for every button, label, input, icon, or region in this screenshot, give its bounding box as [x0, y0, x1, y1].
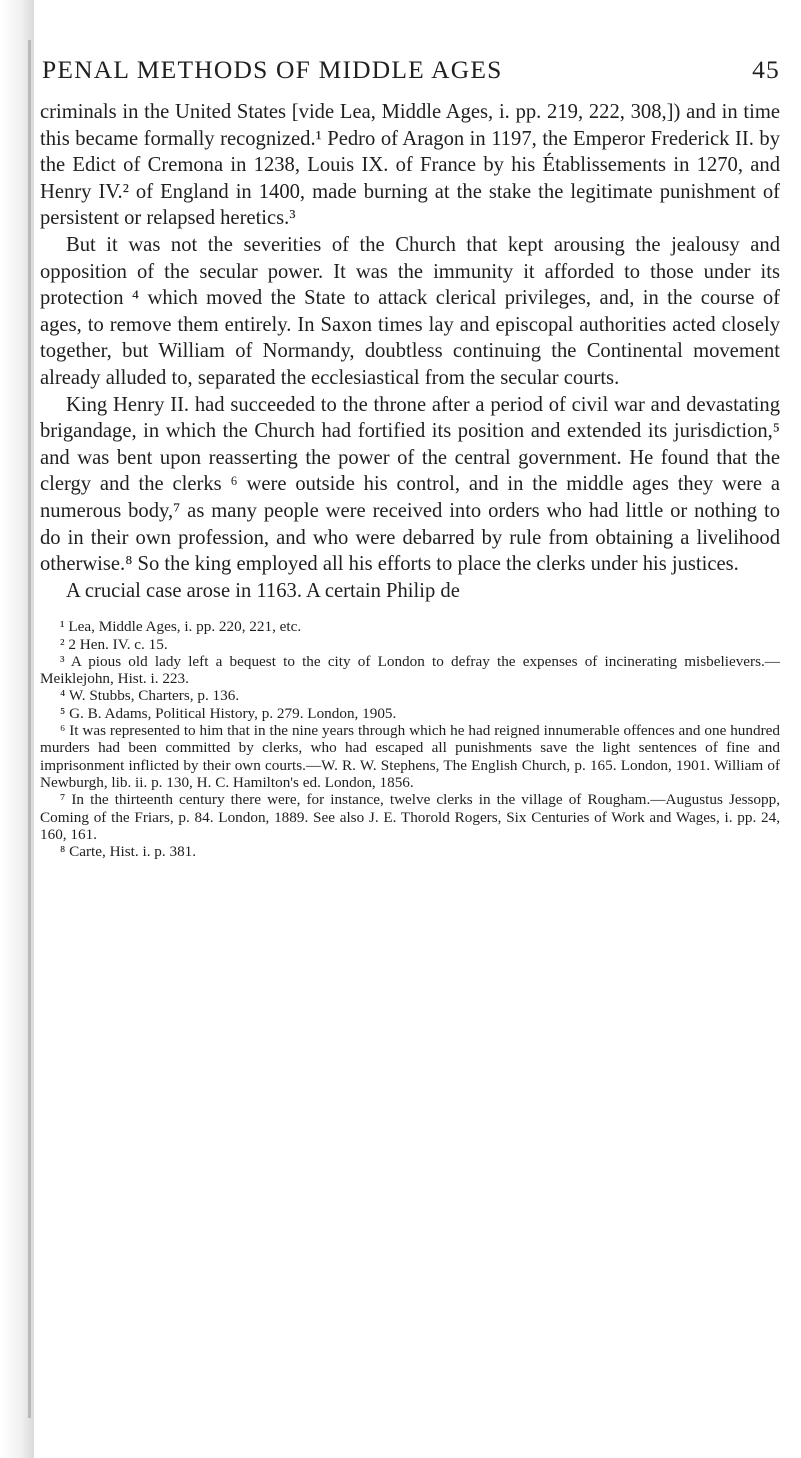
footnote: ⁷ In the thirteenth century there were, for instance, twelve clerks in the village of Rougham.—Augustus Jessopp, Coming of the Friars, p. 84. London, 1889. See also J. E. Thorold Rogers, Six Centuries of Work and Wages, i. pp. 24, 160, 161.: [40, 791, 780, 843]
footnote: ⁶ It was represented to him that in the nine years through which he had reigned innumerable offences and one hundred murders had been committed by clerks, who had escaped all punishments save the light sentences of fine and imprisonment inflicted by their own courts.—W. R. W. Stephens, The English Church, p. 165. London, 1901. William of Newburgh, lib. ii. p. 130, H. C. Hamilton's ed. London, 1856.: [40, 722, 780, 791]
footnote: ⁸ Carte, Hist. i. p. 381.: [60, 843, 197, 861]
paragraph: But it was not the severities of the Church that kept arousing the jealousy and opposition of the secular power. It was the immunity it afforded to those under its protection ⁴ which moved the State to attack clerical privileges, and, in the course of ages, to remove them entirely. In Saxon times lay and episcopal authorities acted closely together, but William of Normandy, doubtless continuing the Continental movement already alluded to, separated the ecclesiastical from the secular courts.: [40, 233, 780, 389]
body-text: [40, 99, 780, 604]
page-number: 45: [752, 55, 780, 84]
paragraph: criminals in the United States [vide Lea, Middle Ages, i. pp. 219, 222, 308,]) and in time this became formally recognized.¹ Pedro of Aragon in 1197, the Emperor Frederick II. by the Edict of Cremona in 1238, Louis IX. of France by his Établissements in 1270, and Henry IV.² of England in 1400, made burning at the stake the legitimate punishment of persistent or relapsed heretics.³: [40, 101, 780, 230]
footnote: ² 2 Hen. IV. c. 15.: [60, 635, 168, 653]
book-page: [40, 55, 780, 860]
footnotes: [40, 618, 780, 860]
footnote: ⁵ G. B. Adams, Political History, p. 279. London, 1905.: [60, 704, 397, 722]
running-head-title: PENAL METHODS OF MIDDLE AGES: [42, 55, 503, 84]
paragraph: A crucial case arose in 1163. A certain Philip de: [66, 579, 460, 602]
footnote: ⁴ W. Stubbs, Charters, p. 136.: [60, 687, 240, 705]
footnote: ¹ Lea, Middle Ages, i. pp. 220, 221, etc.: [60, 618, 302, 636]
running-head: [42, 55, 780, 85]
footnote: ³ A pious old lady left a bequest to the city of London to defray the expenses of incinerating misbelievers.—Meiklejohn, Hist. i. 223.: [40, 652, 780, 688]
binding-shadow-line: [28, 40, 31, 1418]
paragraph: King Henry II. had succeeded to the throne after a period of civil war and devastating brigandage, in which the Church had fortified its position and extended its jurisdiction,⁵ and was bent upon reasserting the power of the central government. He found that the clergy and the clerks ⁶ were outside his control, and in the middle ages they were a numerous body,⁷ as many people were received into orders who had little or nothing to do in their own profession, and who were debarred by rule from obtaining a livelihood otherwise.⁸ So the king employed all his efforts to place the clerks under his justices.: [40, 393, 780, 576]
